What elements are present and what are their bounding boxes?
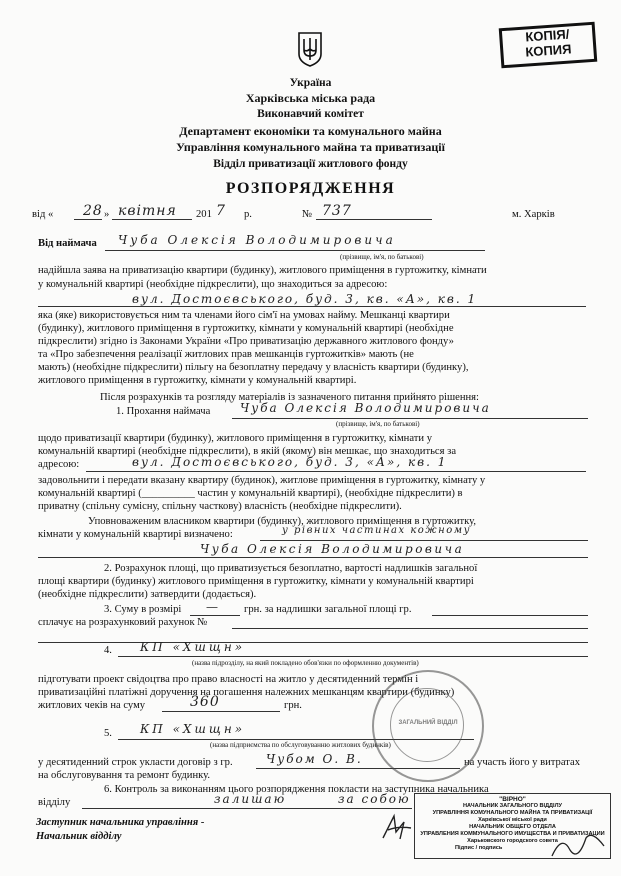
p8-line1: підготувати проект свідоцтва про право власності на житло у десятиденний термін і xyxy=(38,674,419,685)
p1-line3: підкреслити) згідно із Законами України «Про приватизацію державного житлового фонду» xyxy=(38,336,454,347)
document-title: РОЗПОРЯДЖЕННЯ xyxy=(225,180,396,197)
signature-title-line1: Заступник начальника управління - xyxy=(36,817,205,828)
round-seal xyxy=(372,670,484,782)
p7-sum-dash: — xyxy=(206,600,219,614)
item5-hint: (назва підприємства по обслуговуванню житлових будинків) xyxy=(210,741,391,749)
stamp-signature-icon xyxy=(548,828,608,862)
p3-line3: адресою: xyxy=(38,459,80,470)
copy-stamp-line1: КОПІЯ/ xyxy=(524,26,570,45)
p8-line2: приватизаційні платіжні доручення на погашення належних мешканцям квартири (будинку) xyxy=(38,687,455,698)
applicant-hint: (прізвище, ім'я, по батькові) xyxy=(340,253,424,261)
p6-line1: 2. Розрахунок площі, що приватизується безоплатно, вартості надлишків загальної xyxy=(104,563,478,574)
stamp-line8: Підпис / подпись xyxy=(455,845,503,851)
date-year-suffix: р. xyxy=(244,209,252,220)
seal-center-text: ЗАГАЛЬНИЙ ВІДДІЛ xyxy=(398,720,458,726)
p1-line6: житлового приміщення в гуртожитку, кімнати у комунальній квартирі. xyxy=(38,375,357,386)
p3-line2: комунальній квартирі (необхідне підкреслити), в якій (якому) він мешкає, що знаходиться за xyxy=(38,446,457,457)
header-department: Департамент економіки та комунального майна xyxy=(179,124,442,138)
p9-handwritten: Чубом О. В. xyxy=(266,752,363,766)
item1-name: Чуба Олексія Володимировича xyxy=(240,401,491,415)
p1-line5: мають) (необхідне підкреслити) пільгу на безоплатну передачу у власність квартири (будинку), xyxy=(38,362,469,373)
stamp-line2: НАЧАЛЬНИК ЗАГАЛЬНОГО ВІДДІЛУ xyxy=(463,803,562,809)
p10-line2: відділу xyxy=(38,797,71,808)
stamp-line5: НАЧАЛЬНИК ОБЩЕГО ОТДЕЛА xyxy=(469,824,556,830)
p1-line4: та «Про забезпечення реалізації житлових прав мешканців гуртожитків» мають (не xyxy=(38,349,414,360)
header-committee: Виконавчий комітет xyxy=(257,108,364,120)
p7-line2: сплачує на розрахунковий рахунок № xyxy=(38,617,208,628)
address2-handwritten: вул. Достоєвського, буд. 3, «А», кв. 1 xyxy=(132,455,448,469)
p8-sum-handwritten: 360 xyxy=(190,694,220,710)
date-month: квітня xyxy=(118,203,177,219)
item4-handwritten: КП «Хшщн» xyxy=(140,640,246,654)
p3-line1: щодо приватизації квартири (будинку), житлового приміщення в гуртожитку, кімнати у xyxy=(38,433,433,444)
stamp-line3: УПРАВЛІННЯ КОМУНАЛЬНОГО МАЙНА ТА ПРИВАТИЗАЦІЇ xyxy=(432,810,593,816)
body-line2: у комунальній квартирі (необхідне підкреслити), що знаходиться за адресою: xyxy=(38,279,388,290)
p1-line2: (будинку), житлового приміщення в гуртожитку, кімнати у комунальній квартирі (необхідне xyxy=(38,323,454,334)
copy-stamp-line2: КОПИЯ xyxy=(524,41,572,60)
stamp-line6: УПРАВЛЕНИЯ КОММУНАЛЬНОГО ИМУЩЕСТВА И ПРИВАТИЗАЦИИ xyxy=(420,831,605,837)
document-number: 737 xyxy=(322,203,352,219)
p2-text: Після розрахунків та розгляду матеріалів із зазначеного питання прийнято рішення: xyxy=(100,392,479,403)
city-label: м. Харків xyxy=(512,209,555,220)
p9-line1: у десятиденний строк укласти договір з гр. xyxy=(38,757,233,768)
p4-line3: приватну (спільну сумісну, спільну часткову) власність (необхідне підкреслити). xyxy=(38,501,402,512)
header-directorate: Управління комунального майна та приватизації xyxy=(176,140,445,154)
stamp-line1: "ВІРНО" xyxy=(499,796,526,803)
p7-line1: 3. Суму в розмірі xyxy=(104,604,182,615)
header-council: Харківська міська рада xyxy=(245,91,376,105)
item5-handwritten: КП «Хшщн» xyxy=(140,722,246,736)
date-year-prefix: 201 xyxy=(196,209,212,220)
header-division: Відділ приватизації житлового фонду xyxy=(213,158,408,170)
p10-line1: 6. Контроль за виконанням цього розпорядження покласти на заступника начальника xyxy=(104,784,489,795)
signature-title-line2: Начальник відділу xyxy=(36,831,122,842)
number-label: № xyxy=(302,209,313,220)
p8-line3: житлових чеків на суму xyxy=(38,700,146,711)
copy-stamp xyxy=(499,22,598,69)
p9-line1b: на участь його у витратах xyxy=(464,757,581,768)
stamp-line4: Харківської міської ради xyxy=(478,817,547,823)
applicant-label: Від наймача xyxy=(38,238,97,249)
item4-hint: (назва підрозділу, на який покладено обов'язки по оформленню документів) xyxy=(192,659,419,667)
date-from-label: від « xyxy=(32,209,54,220)
item1-hint: (прізвище, ім'я, по батькові) xyxy=(336,420,420,428)
p5-line1: Уповноваженим власником квартири (будинку), житлового приміщення в гуртожитку, xyxy=(88,516,477,527)
p9-line2: на обслуговування та ремонт будинку. xyxy=(38,770,211,781)
address-handwritten: вул. Достоєвського, буд. 3, кв. «А», кв. 1 xyxy=(132,292,478,306)
p10-handwritten-1: залишаю xyxy=(214,792,287,806)
p1-line1: яка (яке) використовується ним та членами його сім'ї на умовах найму. Мешканці квартири xyxy=(38,310,450,321)
date-year-digit: 7 xyxy=(216,203,226,219)
date-close: » xyxy=(104,209,110,220)
p8-grn: грн. xyxy=(284,700,302,711)
owner-share-handwritten: у рівних частинах кожному xyxy=(282,525,471,536)
item1-label: 1. Прохання наймача xyxy=(116,406,211,417)
p10-handwritten-2: за собою xyxy=(338,792,411,806)
applicant-name: Чуба Олексія Володимировича xyxy=(118,233,396,247)
owner-name-handwritten: Чуба Олексія Володимировича xyxy=(200,542,465,556)
header-country: Україна xyxy=(289,77,332,89)
p4-line2: комунальній квартирі (__________ частин у комунальній квартирі), (необхідне підкреслити) в xyxy=(38,488,463,499)
item4-label: 4. xyxy=(104,645,112,656)
date-day: 28 xyxy=(83,203,103,219)
stamp-line7: Харьковского городского совета xyxy=(467,838,558,844)
body-line1: надійшла заява на приватизацію квартири (будинку), житлового приміщення в гуртожитку, кімнати xyxy=(38,265,487,276)
p6-line2: площі квартири (будинку) житлового приміщення в гуртожитку, кімнати у комунальній квартирі xyxy=(38,576,474,587)
signature-icon xyxy=(380,812,414,842)
coat-of-arms-icon xyxy=(296,30,324,68)
item5-label: 5. xyxy=(104,728,112,739)
p7-line1b: грн. за надлишки загальної площі гр. xyxy=(244,604,412,615)
p5-line2: кімнати у комунальній квартирі визначено: xyxy=(38,529,233,540)
p4-line1: задовольнити і передати вказану квартиру (будинок), житлове приміщення в гуртожитку, кімнату у xyxy=(38,475,486,486)
p6-line3: (необхідне підкреслити) затвердити (додається). xyxy=(38,589,257,600)
